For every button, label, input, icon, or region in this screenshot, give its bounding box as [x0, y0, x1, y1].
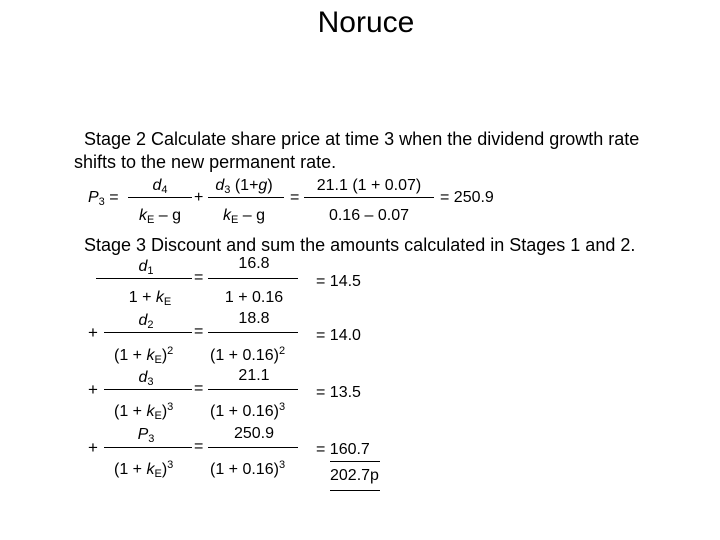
- stage2-result: = 250.9: [440, 189, 494, 206]
- fraction2-denominator: $k_E$ – g: [222, 207, 266, 226]
- fraction3-denominator: 0.16 – 0.07: [328, 207, 410, 224]
- row2-denominator: $(1 + k_E)^2$: [114, 345, 174, 366]
- fraction3-bar: [304, 197, 434, 198]
- row3-value-numerator: 21.1: [238, 367, 270, 384]
- row4-value-numerator: 250.9: [233, 425, 275, 442]
- row3-numerator: $d_3$: [138, 369, 154, 388]
- row1-value-denominator: 1 + 0.16: [224, 289, 284, 306]
- row1-value-numerator: 16.8: [238, 255, 270, 272]
- row4-numerator: $P_3$: [137, 426, 155, 445]
- row3-equals: =: [194, 380, 204, 397]
- page-title: Noruce: [317, 6, 415, 39]
- row4-plus: +: [88, 438, 98, 457]
- row4-value-denominator: $(1 + 0.16)^3$: [210, 459, 286, 478]
- row1-bar: [96, 278, 192, 279]
- row2-equals: =: [194, 323, 204, 340]
- row2-plus: +: [88, 323, 98, 342]
- row2-value-bar: [208, 332, 298, 333]
- fraction1-denominator: $k_E$ – g: [138, 207, 182, 226]
- row4-value-bar: [208, 447, 298, 448]
- total-top-rule: [330, 461, 380, 462]
- stage3-text: Stage 3 Discount and sum the amounts calculated in Stages 1 and 2.: [84, 235, 636, 255]
- row2-numerator: $d_2$: [138, 312, 154, 331]
- row1-equals: =: [194, 269, 204, 286]
- row3-plus: +: [88, 380, 98, 399]
- row4-denominator: $(1 + k_E)^3$: [114, 459, 174, 480]
- total-value: 202.7p: [330, 467, 379, 484]
- row3-bar: [104, 389, 192, 390]
- row3-value-bar: [208, 389, 298, 390]
- row3-value-denominator: $(1 + 0.16)^3$: [210, 401, 286, 420]
- row4-result: = 160.7: [316, 441, 370, 458]
- row2-value-denominator: $(1 + 0.16)^2$: [210, 345, 286, 364]
- plus-sign: +: [194, 189, 204, 206]
- row2-result: = 14.0: [316, 327, 361, 344]
- fraction2-numerator: $d_3$ (1+g): [215, 177, 273, 196]
- row3-result: = 13.5: [316, 384, 361, 401]
- row4-equals: =: [194, 438, 204, 455]
- row1-result: = 14.5: [316, 273, 361, 290]
- row1-value-bar: [208, 278, 298, 279]
- row2-bar: [104, 332, 192, 333]
- fraction1-bar: [128, 197, 192, 198]
- row4-bar: [104, 447, 192, 448]
- fraction1-numerator: $d_4$: [152, 177, 168, 196]
- p3-lhs: $P_3$ =: [88, 189, 119, 208]
- row1-numerator: $d_1$: [138, 258, 154, 277]
- total-bottom-rule: [330, 490, 380, 491]
- row1-denominator: $1 + k_E$: [128, 289, 172, 308]
- equals-sign: =: [290, 189, 300, 206]
- stage2-text: Stage 2 Calculate share price at time 3 when the dividend growth rate shifts to the new permanent rate.: [74, 129, 640, 172]
- fraction3-numerator: 21.1 (1 + 0.07): [316, 177, 422, 194]
- row3-denominator: $(1 + k_E)^3$: [114, 401, 174, 422]
- fraction2-bar: [208, 197, 284, 198]
- row2-value-numerator: 18.8: [238, 310, 270, 327]
